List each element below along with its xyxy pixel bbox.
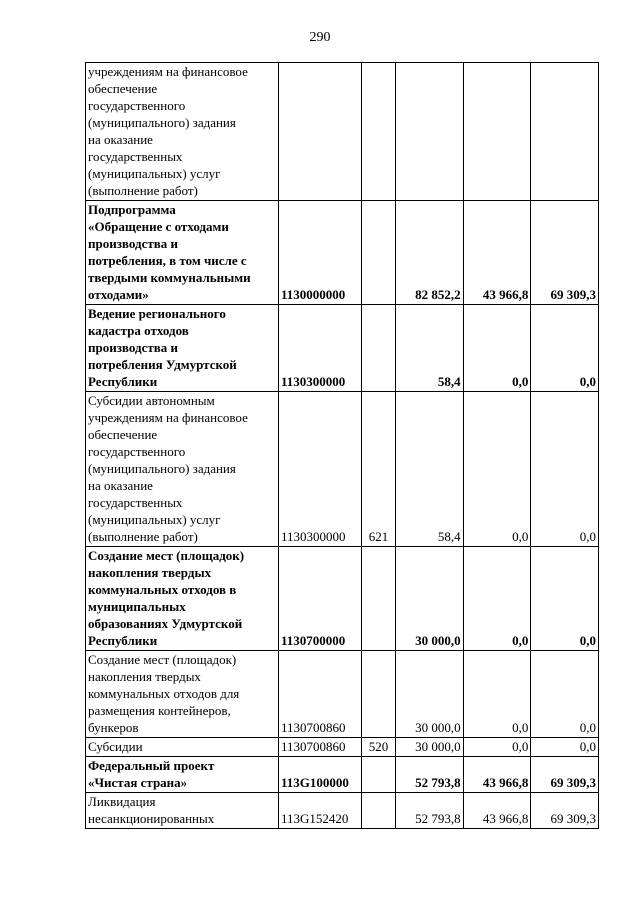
row-value-2020-cell: 0,0 <box>463 738 531 757</box>
page-number: 290 <box>309 30 331 45</box>
row-name-cell: Ведение регионального кадастра отходов производства и потребления Удмуртской Республики <box>86 305 279 392</box>
row-value-2019-cell: 52 793,8 <box>396 793 464 829</box>
table-row <box>86 757 599 793</box>
row-name-cell: Федеральный проект «Чистая страна» <box>86 757 279 793</box>
row-code-cell: 1130700860 <box>279 651 362 738</box>
row-value-2021-cell: 0,0 <box>531 547 599 651</box>
row-value-2020-cell: 0,0 <box>463 651 531 738</box>
table-row <box>86 651 599 738</box>
row-code-cell: 1130700000 <box>279 547 362 651</box>
row-value-2019-cell: 30 000,0 <box>396 547 464 651</box>
row-expense-type-cell <box>362 63 396 201</box>
row-code-cell: 1130300000 <box>279 305 362 392</box>
table-row <box>86 63 599 201</box>
row-value-2020-cell: 43 966,8 <box>463 793 531 829</box>
row-expense-type-cell <box>362 651 396 738</box>
row-value-2021-cell: 0,0 <box>531 738 599 757</box>
row-expense-type-cell <box>362 201 396 305</box>
row-expense-type-cell: 520 <box>362 738 396 757</box>
row-value-2019-cell: 52 793,8 <box>396 757 464 793</box>
row-value-2021-cell: 69 309,3 <box>531 793 599 829</box>
row-name-cell: Субсидии автономным учреждениям на финансовое обеспечение государственного (муниципального) задания на оказание государственных (муниципальных) услуг (выполнение работ) <box>86 392 279 547</box>
row-name-cell: Создание мест (площадок) накопления твердых коммунальных отходов в муниципальных образованиях Удмуртской Республики <box>86 547 279 651</box>
row-value-2020-cell: 43 966,8 <box>463 201 531 305</box>
row-code-cell: 1130300000 <box>279 392 362 547</box>
row-name-cell: Создание мест (площадок) накопления твердых коммунальных отходов для размещения контейнеров, бункеров <box>86 651 279 738</box>
row-value-2019-cell: 30 000,0 <box>396 651 464 738</box>
row-value-2019-cell <box>396 63 464 201</box>
row-code-cell <box>279 63 362 201</box>
table-row <box>86 305 599 392</box>
row-value-2021-cell: 69 309,3 <box>531 201 599 305</box>
row-name-cell: Субсидии <box>86 738 279 757</box>
row-code-cell: 1130000000 <box>279 201 362 305</box>
row-value-2019-cell: 82 852,2 <box>396 201 464 305</box>
row-value-2021-cell: 0,0 <box>531 392 599 547</box>
row-value-2020-cell: 0,0 <box>463 305 531 392</box>
row-code-cell: 113G152420 <box>279 793 362 829</box>
row-expense-type-cell <box>362 757 396 793</box>
table-row <box>86 547 599 651</box>
row-expense-type-cell <box>362 793 396 829</box>
row-value-2019-cell: 58,4 <box>396 392 464 547</box>
row-value-2021-cell <box>531 63 599 201</box>
row-expense-type-cell <box>362 305 396 392</box>
row-code-cell: 1130700860 <box>279 738 362 757</box>
row-name-cell: Подпрограмма «Обращение с отходами производства и потребления, в том числе с твердыми коммунальными отходами» <box>86 201 279 305</box>
row-expense-type-cell <box>362 547 396 651</box>
table-row <box>86 201 599 305</box>
table-row <box>86 738 599 757</box>
row-value-2020-cell: 0,0 <box>463 392 531 547</box>
budget-table <box>85 62 599 829</box>
row-code-cell: 113G100000 <box>279 757 362 793</box>
row-name-cell: учреждениям на финансовое обеспечение государственного (муниципального) задания на оказание государственных (муниципальных) услуг (выполнение работ) <box>86 63 279 201</box>
row-value-2019-cell: 30 000,0 <box>396 738 464 757</box>
row-name-cell: Ликвидация несанкционированных <box>86 793 279 829</box>
row-value-2020-cell <box>463 63 531 201</box>
row-value-2021-cell: 0,0 <box>531 305 599 392</box>
row-value-2020-cell: 0,0 <box>463 547 531 651</box>
table-row <box>86 392 599 547</box>
row-expense-type-cell: 621 <box>362 392 396 547</box>
row-value-2020-cell: 43 966,8 <box>463 757 531 793</box>
row-value-2021-cell: 0,0 <box>531 651 599 738</box>
row-value-2021-cell: 69 309,3 <box>531 757 599 793</box>
row-value-2019-cell: 58,4 <box>396 305 464 392</box>
table-row <box>86 793 599 829</box>
